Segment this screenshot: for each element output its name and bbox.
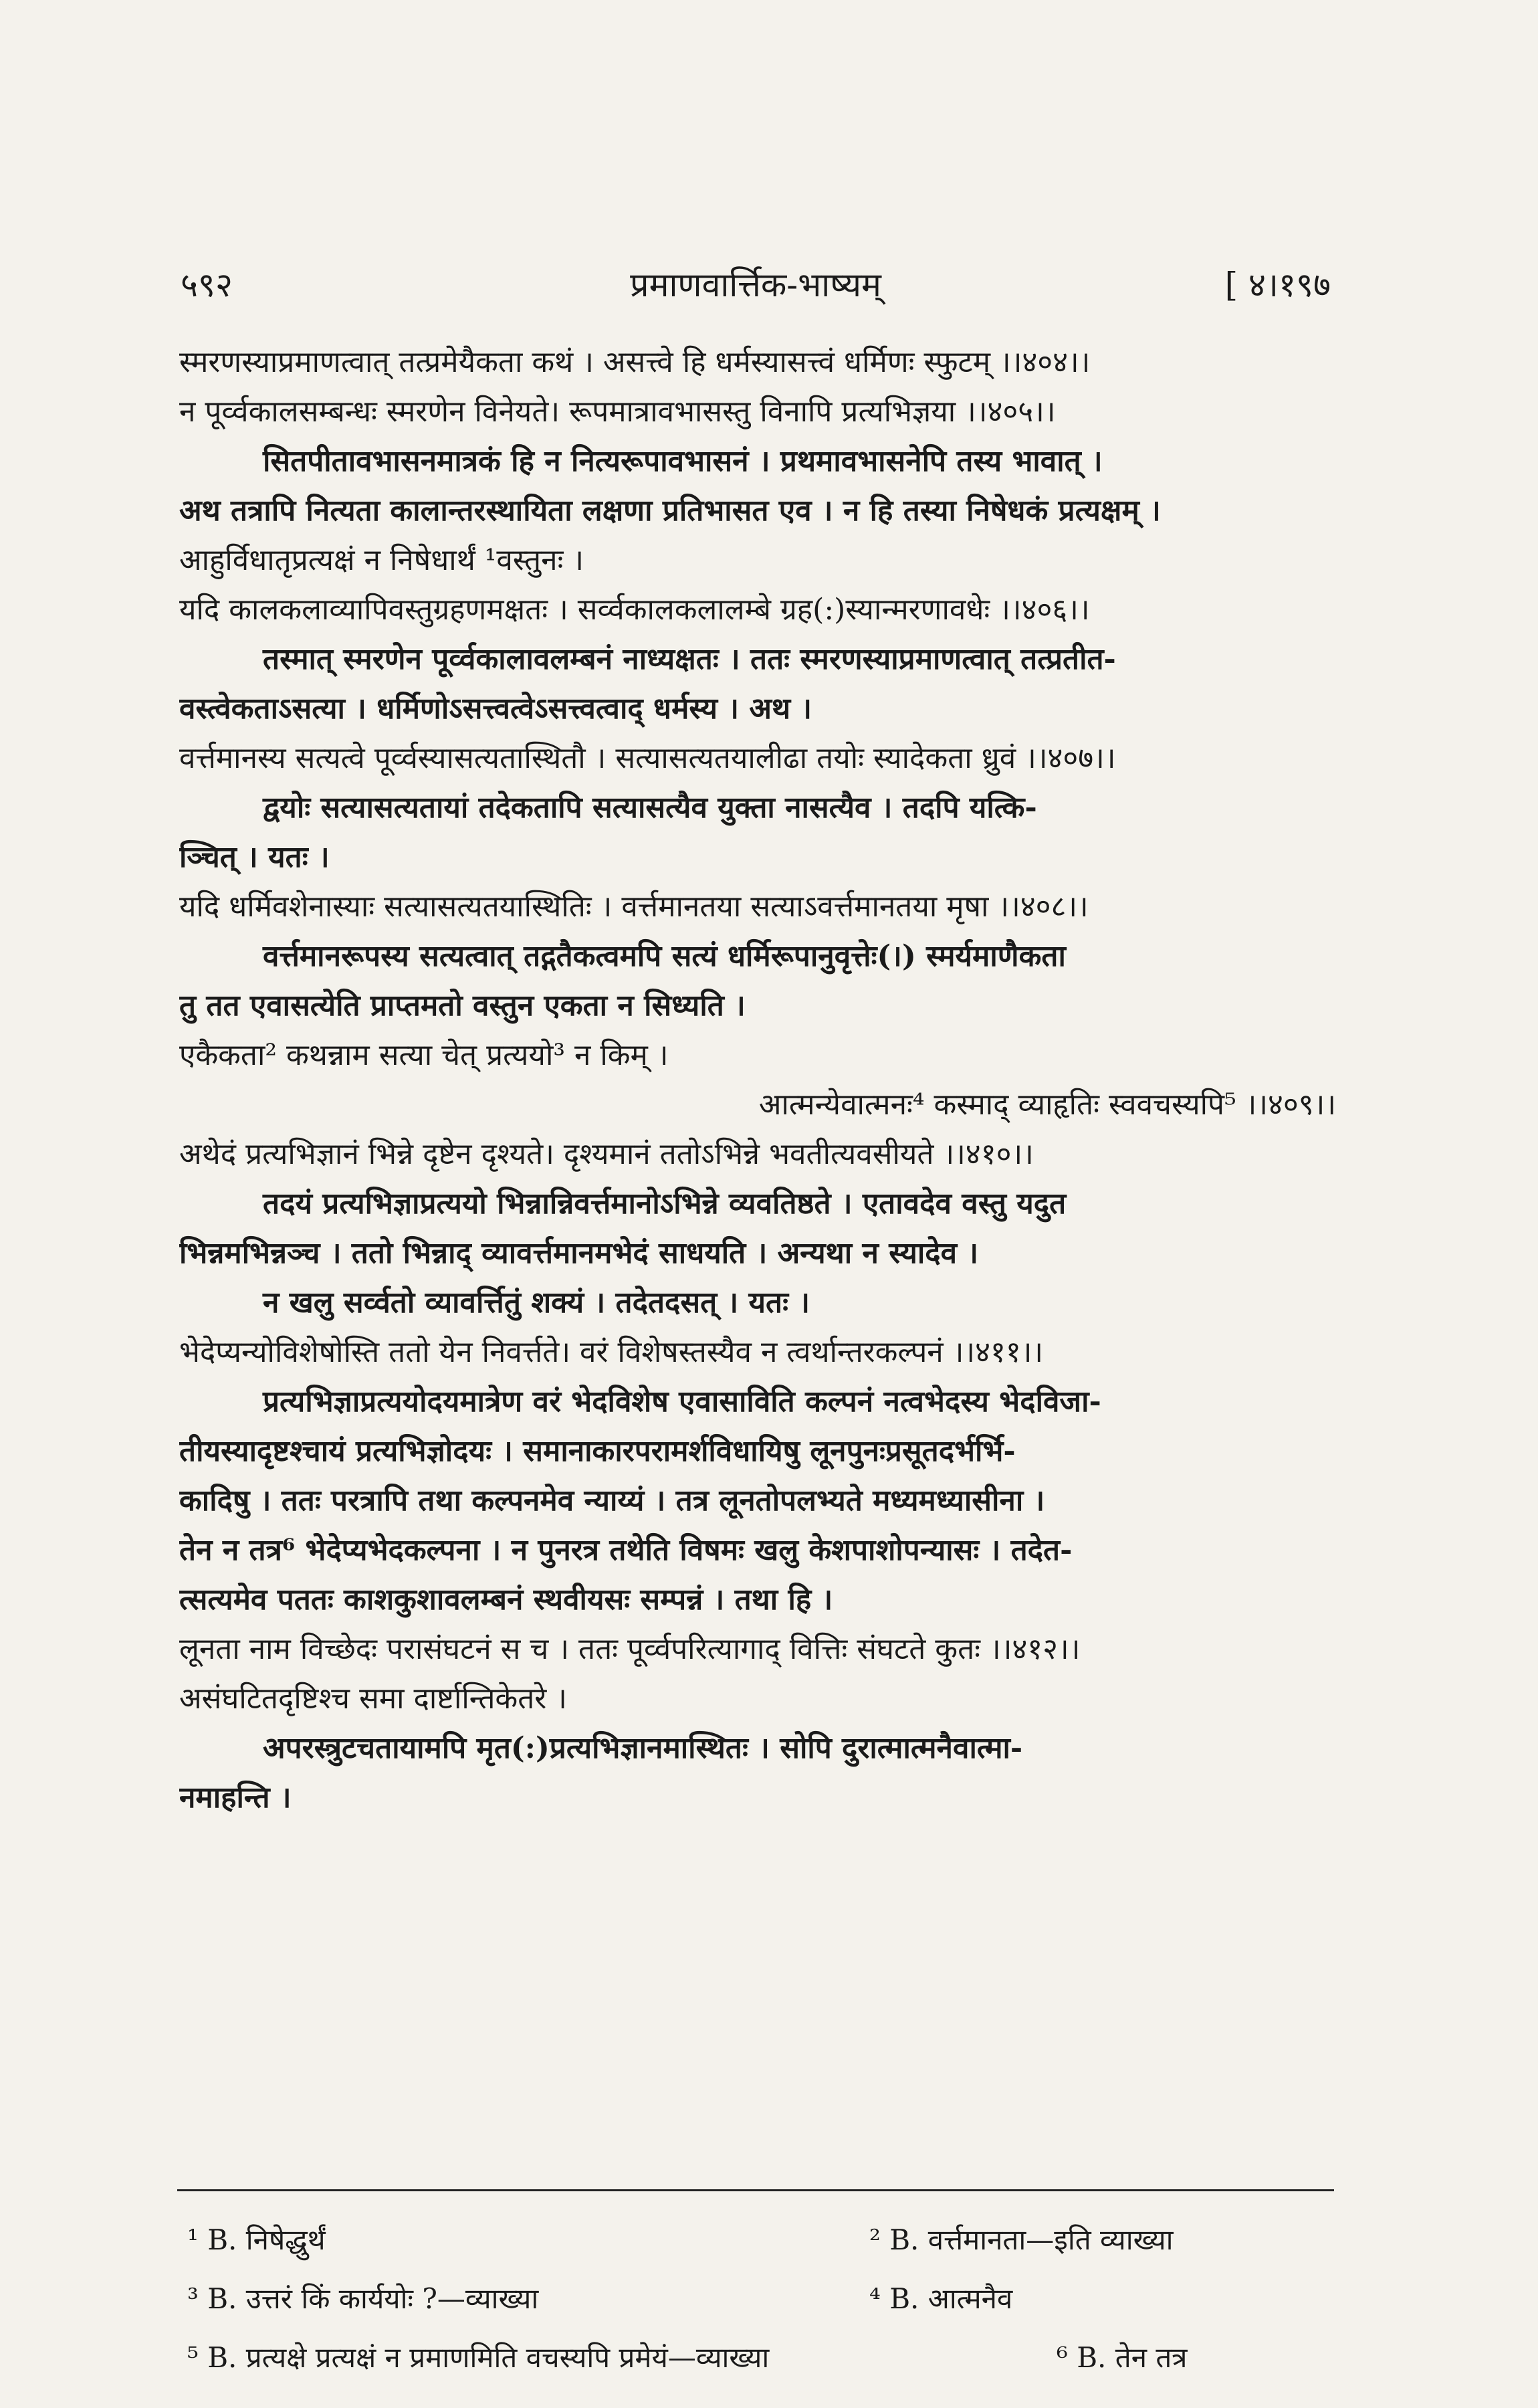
running-title: प्रमाणवार्त्तिक-भाष्यम् (630, 266, 881, 304)
commentary-line: ञ्चित् । यतः । (179, 840, 330, 874)
verse-line: असंघटितदृष्टिश्च समा दार्ष्टान्तिकेतरे । (179, 1682, 567, 1716)
commentary-line: तेन न तत्र⁶ भेदेप्यभेदकल्पना । न पुनरत्र तथेति विषमः खलु केशपाशोपन्यासः । तदेत- (179, 1533, 1073, 1567)
section-reference: [ ४।१९७ (1224, 266, 1331, 304)
verse-line: वर्त्तमानस्य सत्यत्वे पूर्व्वस्यासत्यतास्थितौ । सत्यासत्यतयालीढा तयोः स्यादेकता ध्रुवं ।।४०७।। (179, 741, 1116, 775)
page-header (181, 261, 1331, 314)
commentary-line: वस्त्वेकताऽसत्या । धर्मिणोऽसत्त्वत्वेऽसत्त्वत्वाद् धर्मस्य । अथ । (179, 692, 812, 726)
verse-line: अथेदं प्रत्यभिज्ञानं भिन्ने दृष्टेन दृश्यते। दृश्यमानं ततोऽभिन्ने भवतीत्यवसीयते ।।४१०।। (179, 1137, 1034, 1171)
commentary-line: वर्त्तमानरूपस्य सत्यत्वात् तद्गतैकत्वमपि सत्यं धर्मिरूपानुवृत्तेः(।) स्मर्यमाणैकता (263, 939, 1066, 973)
commentary-line: तु तत एवासत्येति प्राप्तमतो वस्तुन एकता न सिध्यति । (179, 989, 746, 1023)
footnote: ⁶ B. तेन तत्र (1057, 2341, 1188, 2374)
footnote: ⁵ B. प्रत्यक्षे प्रत्यक्षं न प्रमाणमिति वचस्यपि प्रमेयं—व्याख्या (187, 2341, 770, 2374)
footnote-row (187, 2328, 1337, 2387)
page-number: ५९२ (181, 266, 233, 304)
commentary-line: तीयस्यादृष्टश्चायं प्रत्यभिज्ञोदयः । समानाकारपरामर्शविधायिषु लूनपुनःप्रसूतदर्भर्भि- (179, 1434, 1016, 1468)
commentary-line: त्सत्यमेव पततः काशकुशावलम्बनं स्थवीयसः सम्पन्नं । तथा हि । (179, 1583, 833, 1617)
verse-line: भेदेप्यन्योविशेषोस्ति ततो येन निवर्त्तते। वरं विशेषस्तस्यैव न त्वर्थान्तरकल्पनं ।।४११।। (179, 1335, 1044, 1369)
footnote-divider (177, 2189, 1334, 2191)
verse-line: एकैकता² कथन्नाम सत्या चेत् प्रत्ययो³ न किम् । (179, 1038, 669, 1072)
footnote: ³ B. उत्तरं किं कार्ययोः ?—व्याख्या (187, 2282, 539, 2315)
verse-line: आत्मन्येवात्मनः⁴ कस्माद् व्याहृतिः स्ववचस्यपि⁵ ।।४०९।। (758, 1088, 1336, 1122)
verse-line: लूनता नाम विच्छेदः परासंघटनं स च । ततः पूर्व्वपरित्यागाद् वित्तिः संघटते कुतः ।।४१२।। (179, 1632, 1081, 1666)
main-text (179, 338, 1336, 1823)
verse-line: स्मरणस्याप्रमाणत्वात् तत्प्रमेयैकता कथं । असत्त्वे हि धर्मस्यासत्त्वं धर्मिणः स्फुटम् ।।४०४।। (179, 345, 1091, 379)
commentary-line: तस्मात् स्मरणेन पूर्व्वकालावलम्बनं नाध्यक्षतः । ततः स्मरणस्याप्रमाणत्वात् तत्प्रतीत- (263, 642, 1116, 676)
footnote: ⁴ B. आत्मनैव (869, 2282, 1013, 2315)
commentary-line: अथ तत्रापि नित्यता कालान्तरस्थायिता लक्षणा प्रतिभासत एव । न हि तस्या निषेधकं प्रत्यक्षम् । (179, 494, 1161, 528)
footnote: ¹ B. निषेद्धुर्थं (187, 2223, 326, 2256)
commentary-line: कादिषु । ततः परत्रापि तथा कल्पनमेव न्याय्यं । तत्र लूनतोपलभ्यते मध्यमध्यासीना । (179, 1484, 1045, 1518)
commentary-line: प्रत्यभिज्ञाप्रत्ययोदयमात्रेण वरं भेदविशेष एवासाविति कल्पनं नत्वभेदस्य भेदविजा- (263, 1385, 1101, 1419)
commentary-line: अपरस्त्रुटचतायामपि मृत(:)प्रत्यभिज्ञानमास्थितः । सोपि दुरात्मात्मनैवात्मा- (263, 1731, 1023, 1765)
commentary-line: सितपीतावभासनमात्रकं हि न नित्यरूपावभासनं । प्रथमावभासनेपि तस्य भावात् । (263, 444, 1103, 478)
commentary-line: द्वयोः सत्यासत्यतायां तदेकतापि सत्यासत्यैव युक्ता नासत्यैव । तदपि यत्कि- (263, 791, 1037, 825)
footnote: ² B. वर्त्तमानता—इति व्याख्या (869, 2223, 1174, 2256)
footnote-row (187, 2270, 1337, 2328)
verse-line: आहुर्विधातृप्रत्यक्षं न निषेधार्थं ¹वस्तुनः । (179, 543, 584, 577)
commentary-line: तदयं प्रत्यभिज्ञाप्रत्ययो भिन्नान्निवर्त्तमानोऽभिन्ने व्यवतिष्ठते । एतावदेव वस्तु यदुत (263, 1187, 1067, 1221)
commentary-line: न खलु सर्व्वतो व्यावर्त्तितुं शक्यं । तदेतदसत् । यतः । (263, 1286, 810, 1320)
commentary-line: नमाहन्ति । (179, 1781, 292, 1815)
verse-line: न पूर्व्वकालसम्बन्धः स्मरणेन विनेयते। रूपमात्रावभासस्तु विनापि प्रत्यभिज्ञया ।।४०५।। (179, 395, 1056, 429)
footnote-row (187, 2211, 1337, 2270)
verse-line: यदि कालकलाव्यापिवस्तुग्रहणमक्षतः । सर्व्वकालकलालम्बे ग्रह(:)स्यान्मरणावधेः ।।४०६।। (179, 593, 1090, 627)
footnotes (187, 2211, 1337, 2387)
commentary-line: भिन्नमभिन्नञ्च । ततो भिन्नाद् व्यावर्त्तमानमभेदं साधयति । अन्यथा न स्यादेव । (179, 1236, 979, 1270)
verse-line: यदि धर्मिवशेनास्याः सत्यासत्यतयास्थितिः । वर्त्तमानतया सत्याऽवर्त्तमानतया मृषा ।।४०८।। (179, 890, 1089, 924)
